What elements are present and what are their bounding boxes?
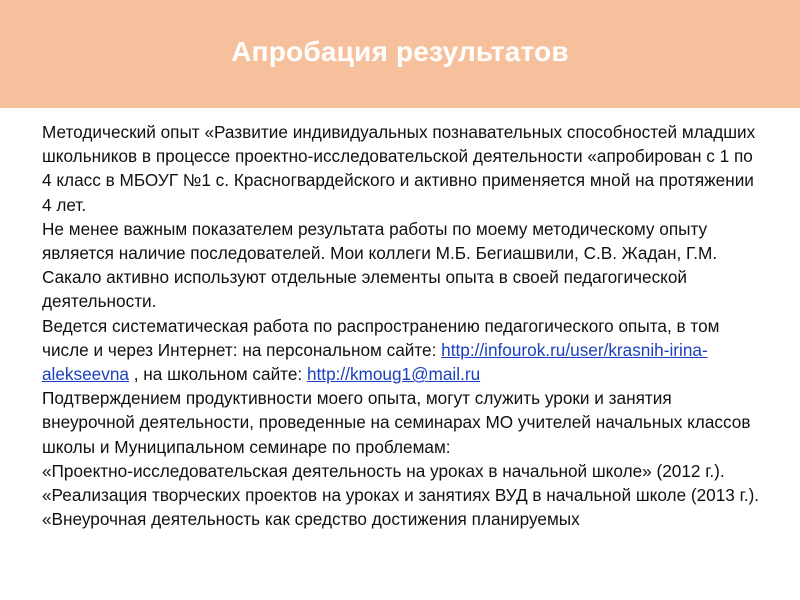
paragraph-followers: Не менее важным показателем результата работы по моему методическому опыту является наличие последователей. Мои коллеги М.Б. Бегиашвили, С.В. Жадан, Г.М. Сакало активно используют отдельные элементы опыта в своей педагогической деятельности. [42,218,718,312]
personal-site-link[interactable]: http://infourok.ru/user/krasnih-irina-alekseevna [42,339,708,385]
paragraph-seminar-2013: «Реализация творческих проектов на уроках и занятиях ВУД в начальной школе (2013 г.). [42,485,760,506]
paragraph-method-experience: Методический опыт «Развитие индивидуальных познавательных способностей младших школьников в процессе проектно-исследовательской деятельности «апробирован с 1 по 4 класс в МБОУГ №1 с. Красногвардейского и активно применяется мной на протяжении 4 лет. [42,122,756,215]
school-site-link[interactable]: http://kmoug1@mail.ru [306,364,481,385]
slide-body [42,120,762,531]
slide-title: Апробация результатов [231,36,569,67]
paragraph-distribution [42,314,762,387]
paragraph-extracurricular: «Внеурочная деятельность как средство достижения планируемых [42,509,580,530]
paragraph-confirmation: Подтверждением продуктивности моего опыта, могут служить уроки и занятия внеурочной деятельности, проведенные на семинарах МО учителей начальных классов школы и Муниципальном семинаре по проблемам: [42,388,751,457]
distribution-text: Ведется систематическая работа по распространению педагогического опыта, в том числе и через Интернет: на персональном сайте: [42,315,720,360]
paragraph-seminar-2012: «Проектно-исследовательская деятельность на уроках в начальной школе» (2012 г.). [42,460,725,481]
distribution-mid-text: , на школьном сайте: [128,364,307,385]
